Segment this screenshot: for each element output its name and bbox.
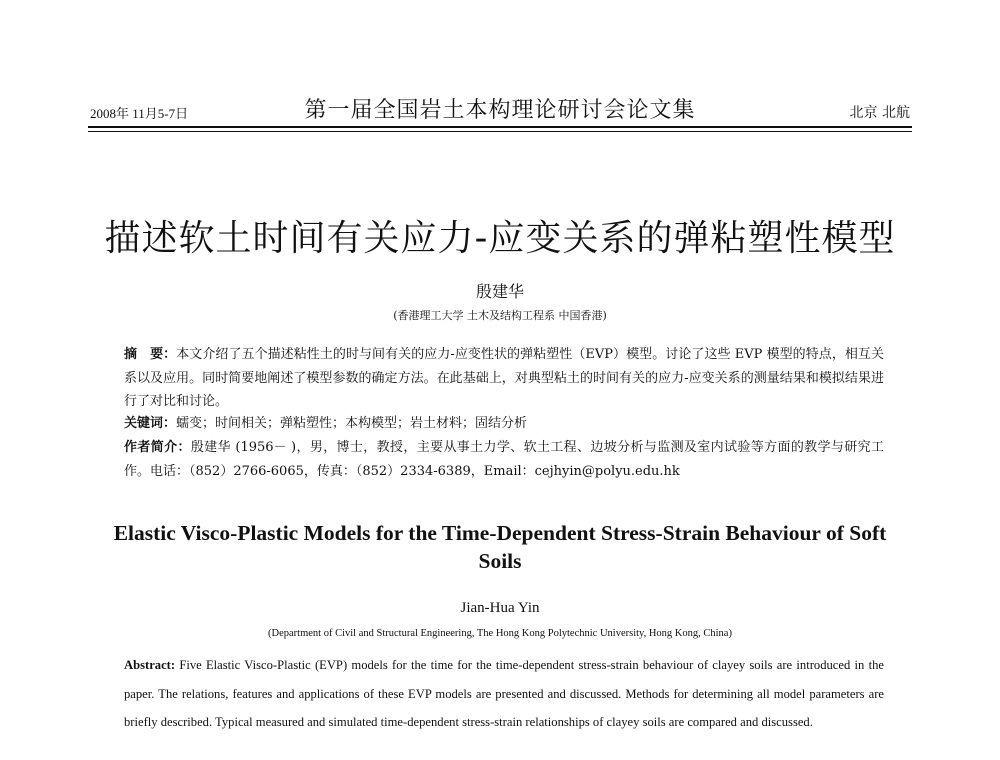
english-abstract-text: Five Elastic Visco-Plastic (EVP) models for the time for the time-dependent stress-strain behaviour of clayey soils are introduced in the paper. The relations, features and applications of these EVP models are presented and discussed. Methods for determining all model parameters are briefly described. Typical measured and simulated time-dependent stress-strain relationships of clayey soils are compared and discussed. (124, 658, 884, 729)
chinese-title: 描述软土时间有关应力-应变关系的弹粘塑性模型 (104, 218, 896, 259)
chinese-author: 殷建华 (475, 282, 524, 301)
english-abstract-label: Abstract: (124, 658, 176, 672)
running-head (90, 96, 910, 124)
running-head-date: 2008年 11月5-7日 (90, 106, 189, 121)
english-title: Elastic Visco-Plastic Models for the Time-Dependent Stress-Strain Behaviour of Soft Soils (113, 521, 887, 573)
header-rule-thick (88, 126, 912, 128)
header-rule-thin (88, 131, 912, 132)
english-author: Jian-Hua Yin (460, 600, 540, 616)
running-head-proceedings: 第一届全国岩土本构理论研讨会论文集 (304, 98, 696, 123)
chinese-keywords-label: 关键词： (124, 416, 177, 431)
english-abstract (124, 651, 884, 737)
author-bio-text: 殷建华 (1956－ )，男，博士，教授，主要从事土力学、软土工程、边坡分析与监测及室内试验等方面的教学与研究工作。电话：（852）2766-6065，传真：（852）2334-6389，Email：cejhyin@polyu.edu.hk (124, 440, 884, 479)
chinese-abstract-text: 本文介绍了五个描述粘性土的时与间有关的应力-应变性状的弹粘塑性（EVP）模型。讨论了这些 EVP 模型的特点，相互关系以及应用。同时简要地阐述了模型参数的确定方法。在此基础上，对典型粘土的时间有关的应力-应变关系的测量结果和模拟结果进行了对比和讨论。 (124, 347, 884, 409)
running-head-location: 北京 北航 (849, 105, 910, 121)
author-bio (124, 436, 884, 483)
author-bio-label: 作者简介： (124, 440, 191, 455)
chinese-abstract-label: 摘 要： (124, 347, 177, 362)
chinese-abstract (124, 343, 884, 414)
chinese-keywords-text: 蠕变；时间相关；弹粘塑性；本构模型；岩土材料；固结分析 (176, 416, 528, 431)
chinese-affiliation: (香港理工大学 土木及结构工程系 中国香港) (393, 309, 607, 322)
chinese-keywords (124, 412, 884, 436)
english-affiliation: (Department of Civil and Structural Engineering, The Hong Kong Polytechnic University, Hong Kong, China) (268, 628, 732, 639)
